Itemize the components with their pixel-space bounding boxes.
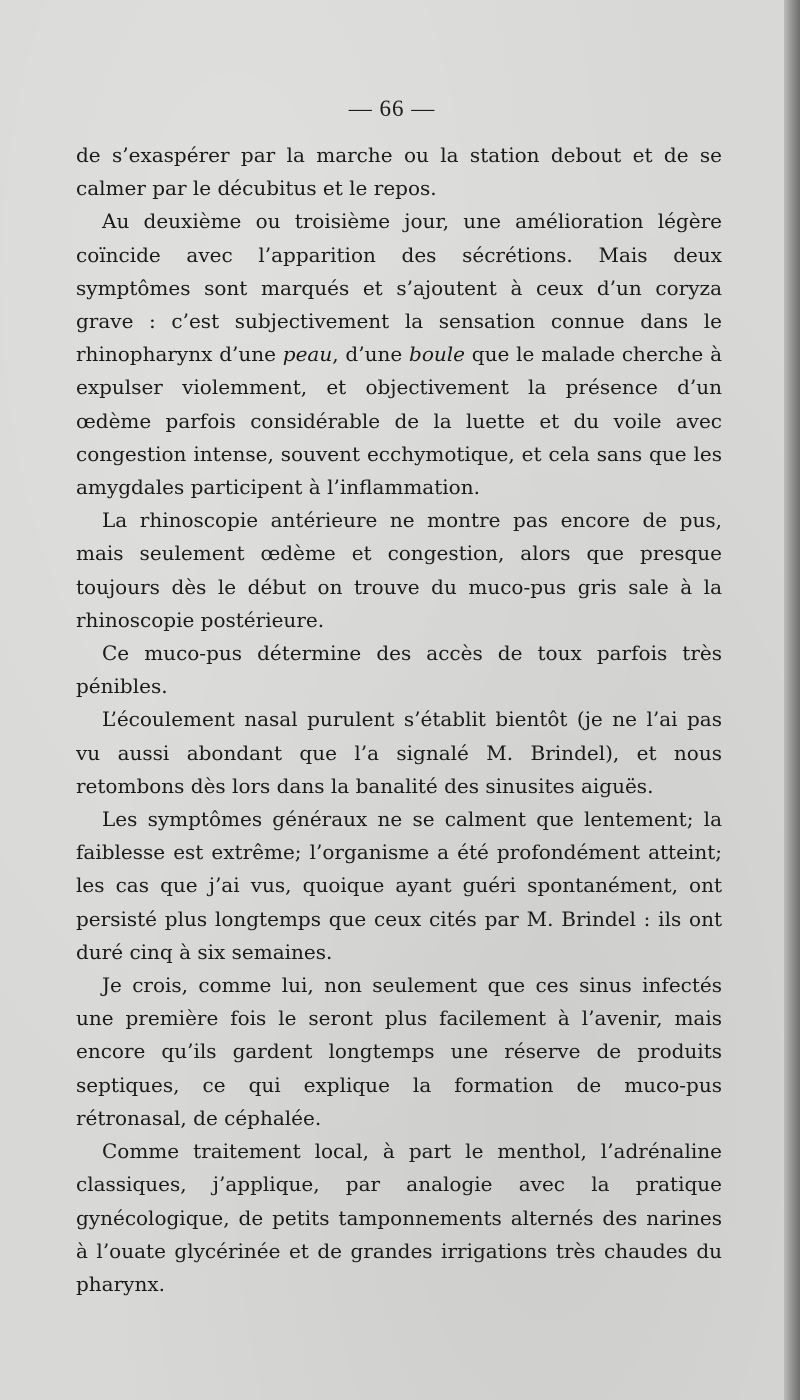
paragraph-2 xyxy=(76,205,722,504)
paragraph-2-mid: , d’une xyxy=(332,342,410,367)
paragraph-2-text: Au deuxième ou troisième jour, une amélioration légère coïncide avec l’apparition des sécrétions. Mais deux symptômes sont marqués et s’ajoutent à ceux d’un coryza grave : c’est subjectivement la sensation connue dans le rhinopharynx d’une xyxy=(76,209,722,367)
page-number: — 66 — xyxy=(348,96,436,121)
paragraph-5: L’écoulement nasal purulent s’établit bientôt (je ne l’ai pas vu aussi abondant que l’a signalé M. Brindel), et nous retombons dès lors dans la banalité des sinusites aiguës. xyxy=(76,707,722,798)
body-text xyxy=(76,139,722,1301)
paragraph-8: Comme traitement local, à part le menthol, l’adrénaline classiques, j’applique, par analogie avec la pratique gynécologique, de petits tamponnements alternés des narines à l’ouate glycérinée et de grandes irrigations très chaudes du pharynx. xyxy=(76,1139,722,1296)
paragraph-1: de s’exaspérer par la marche ou la station debout et de se calmer par le décubitus et le repos. xyxy=(76,143,722,201)
emphasis-boule: boule xyxy=(409,342,465,367)
paragraph-3: La rhinoscopie antérieure ne montre pas encore de pus, mais seulement œdème et congestion, alors que presque toujours dès le début on trouve du muco-pus gris sale à la rhinoscopie postérieure. xyxy=(76,508,722,632)
page-edge xyxy=(784,0,800,1400)
paragraph-2-end: que le malade cherche à expulser violemment, et objectivement la présence d’un œdème parfois considérable de la luette et du voile avec congestion intense, souvent ecchymotique, et cela sans que les amygdales participent à l’inflammation. xyxy=(76,342,723,500)
paragraph-4: Ce muco-pus détermine des accès de toux parfois très pénibles. xyxy=(76,641,722,699)
paragraph-7: Je crois, comme lui, non seulement que ces sinus infectés une première fois le seront plus facilement à l’avenir, mais encore qu’ils gardent longtemps une réserve de produits septiques, ce qui explique la formation de muco-pus rétronasal, de céphalée. xyxy=(76,973,722,1130)
emphasis-peau: peau xyxy=(282,342,333,367)
paragraph-6: Les symptômes généraux ne se calment que lentement; la faiblesse est extrême; l’organisme a été profondément atteint; les cas que j’ai vus, quoique ayant guéri spontanément, ont persisté plus longtemps que ceux cités par M. Brindel : ils ont duré cinq à six semaines. xyxy=(76,807,722,964)
